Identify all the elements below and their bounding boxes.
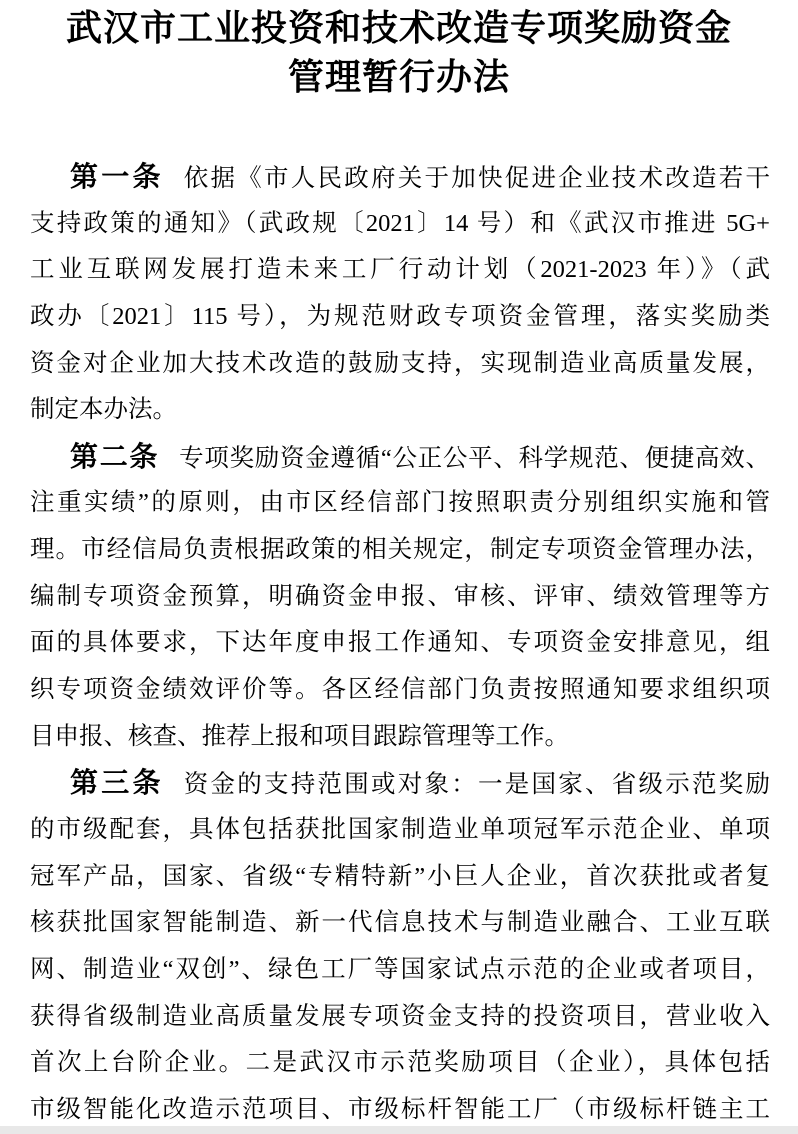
article-3-line-8: 市级智能化改造示范项目、市级标杆智能工厂（市级标杆链主工 <box>30 1095 770 1123</box>
document-body <box>30 154 770 1133</box>
article-2-line-5: 面的具体要求，下达年度申报工作通知、专项资金安排意见，组 <box>30 629 770 657</box>
article-3-line-4: 核获批国家智能制造、新一代信息技术与制造业融合、工业互联 <box>30 909 770 937</box>
article-2-head: 第二条 <box>70 440 160 472</box>
article-3-line-3: 冠军产品，国家、省级“专精特新”小巨人企业，首次获批或者复 <box>30 862 770 890</box>
article-3-line-5: 网、制造业“双创”、绿色工厂等国家试点示范的企业或者项目， <box>30 955 770 983</box>
article-1-line-4: 政办〔2021〕115 号），为规范财政专项资金管理，落实奖励类 <box>30 302 770 330</box>
article-3-line-1 <box>30 760 770 807</box>
article-3-line-2: 的市级配套，具体包括获批国家制造业单项冠军示范企业、单项 <box>30 815 770 843</box>
article-1-head: 第一条 <box>70 161 164 192</box>
article-3-head: 第三条 <box>70 767 164 799</box>
article-3-line-1-text: 资金的支持范围或对象：一是国家、省级示范奖励 <box>183 771 770 799</box>
article-2-line-3: 理。市经信局负责根据政策的相关规定，制定专项资金管理办法， <box>30 536 770 564</box>
article-1-line-3: 工业互联网发展打造未来工厂行动计划（2021-2023 年）》（武 <box>30 256 770 284</box>
article-3-line-7: 首次上台阶企业。二是武汉市示范奖励项目（企业），具体包括 <box>30 1049 770 1077</box>
article-1-line-2: 支持政策的通知》（武政规〔2021〕14 号）和《武汉市推进 5G+ <box>30 209 770 237</box>
article-2-line-2: 注重实绩”的原则，由市区经信部门按照职责分别组织实施和管 <box>30 489 770 517</box>
article-2-line-7: 目申报、核查、推荐上报和项目跟踪管理等工作。 <box>30 722 569 750</box>
article-1-line-1-text: 依据《市人民政府关于加快促进企业技术改造若干 <box>183 165 770 192</box>
article-1-line-5: 资金对企业加大技术改造的鼓励支持，实现制造业高质量发展， <box>30 349 770 377</box>
article-1-line-1 <box>30 154 770 201</box>
title-line-2: 管理暂行办法 <box>287 57 510 97</box>
article-1-line-6: 制定本办法。 <box>30 396 177 424</box>
title-line-1: 武汉市工业投资和技术改造专项奖励资金 <box>65 8 732 48</box>
page-bottom-edge <box>0 1126 798 1134</box>
article-2-line-1 <box>30 434 770 481</box>
article-2-line-1-text: 专项奖励资金遵循“公正公平、科学规范、便捷高效、 <box>179 444 770 472</box>
document-title <box>0 0 798 102</box>
article-2-line-6: 织专项资金绩效评价等。各区经信部门负责按照通知要求组织项 <box>30 676 770 704</box>
article-3-line-6: 获得省级制造业高质量发展专项资金支持的投资项目，营业收入 <box>30 1002 770 1030</box>
article-2-line-4: 编制专项资金预算，明确资金申报、审核、评审、绩效管理等方 <box>30 582 770 610</box>
